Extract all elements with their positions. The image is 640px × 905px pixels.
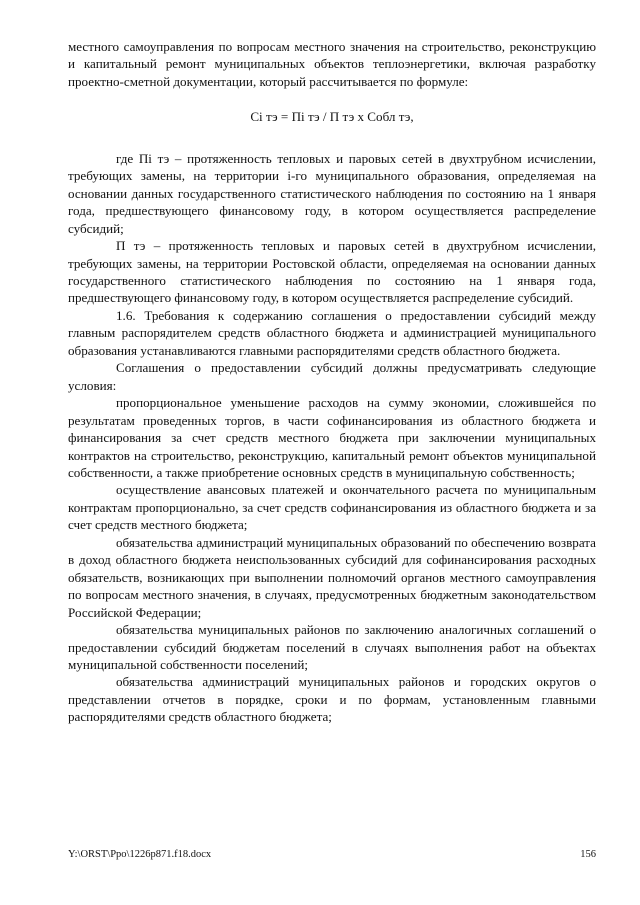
paragraph-condition-reports: обязательства администраций муниципальных районов и городских округов о представлении отчетов в порядке, сроки и по формам, установленным главными распорядителями средств областного бюджета; bbox=[68, 674, 596, 725]
paragraph-definition-p: П тэ – протяженность тепловых и паровых сетей в двухтрубном исчислении, требующих замены, на территории Ростовской области, определяемая на основании данных государственного статистического наблюдения по состоянию на 1 января года, предшествующего финансовому году, в котором осуществляется распределение субсидий. bbox=[68, 238, 596, 306]
paragraph-condition-refund: обязательства администраций муниципальных образований по обеспечению возврата в доход областного бюджета неиспользованных субсидий для софинансирования расходных обязательств, возникающих при выполнении полномочий органов местного самоуправления по вопросам местного значения, в случаях, предусмотренных бюджетным законодательством Российской Федерации; bbox=[68, 534, 596, 620]
paragraph-condition-advance: осуществление авансовых платежей и окончательного расчета по муниципальным контрактам пропорционально, за счет средств софинансирования из областного бюджета и за счет средств местного бюджета; bbox=[68, 482, 596, 533]
paragraph-intro: местного самоуправления по вопросам местного значения на строительство, реконструкцию и капитальный ремонт муниципальных объектов теплоэнергетики, включая разработку проектно-сметной документации, который рассчитывается по формуле: bbox=[68, 39, 596, 89]
page-footer bbox=[68, 848, 596, 861]
paragraph-condition-reduction: пропорциональное уменьшение расходов на сумму экономии, сложившейся по результатам проведенных торгов, в части софинансирования из областного бюджета и финансирования за счет средств местного бюджета при заключении муниципальных контрактов на строительство, реконструкцию, капитальный ремонт объектов муниципальной собственности, а также приобретение основных средств в муниципальную собственность; bbox=[68, 395, 596, 480]
formula: Ci тэ = Пi тэ / П тэ х Собл тэ, bbox=[250, 109, 414, 125]
paragraph-definition-pi: где Пi тэ – протяженность тепловых и паровых сетей в двухтрубном исчислении, требующих замены, на территории i-го муниципального образования, определяемая на основании данных государственного статистического наблюдения по состоянию на 1 января года, предшествующего финансовому году, в котором осуществляется распределение субсидий; bbox=[68, 150, 596, 236]
document-body bbox=[68, 38, 596, 726]
paragraph-section-1-6: 1.6. Требования к содержанию соглашения о предоставлении субсидий между главным распорядителем средств областного бюджета и администрацией муниципального образования устанавливаются главными распорядителями средств областного бюджета. bbox=[68, 307, 596, 358]
paragraph-condition-districts: обязательства муниципальных районов по заключению аналогичных соглашений о предоставлении субсидий бюджетам поселений в случаях выполнения работ на объектах муниципальной собственности поселений; bbox=[68, 622, 596, 672]
footer-file-path: Y:\ORST\Ppo\1226p871.f18.docx bbox=[68, 849, 212, 860]
paragraph-conditions-intro: Соглашения о предоставлении субсидий должны предусматривать следующие условия: bbox=[68, 360, 596, 393]
page-number: 156 bbox=[580, 849, 596, 860]
